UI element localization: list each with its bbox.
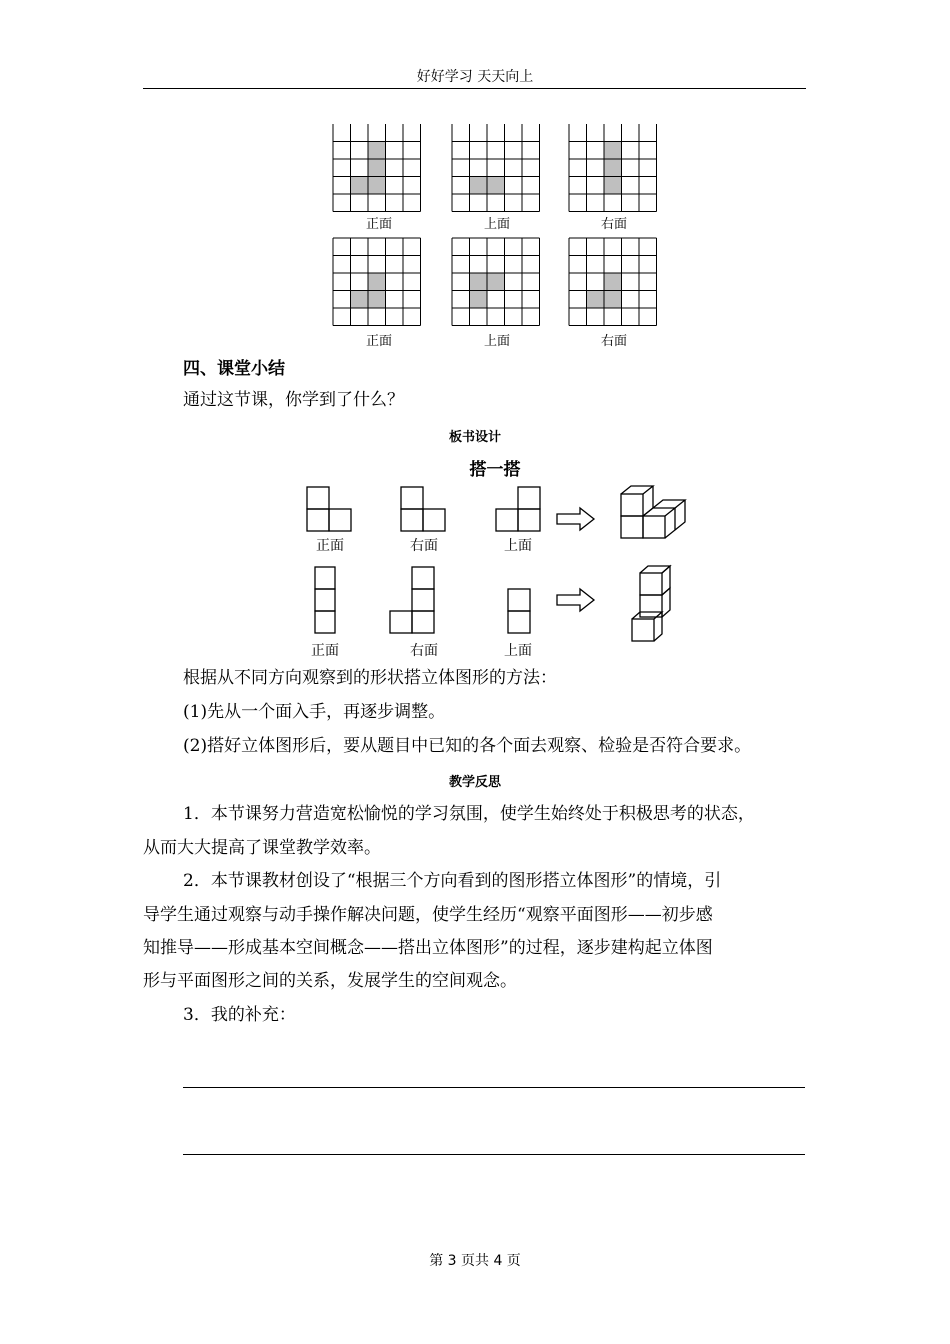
- grid-caption: 正面: [365, 334, 392, 349]
- grid-caption: 上面: [483, 334, 510, 349]
- page-number: 第 3 页共 4 页: [429, 1253, 521, 1269]
- grid-caption: 上面: [483, 217, 510, 232]
- board-caption: 正面: [311, 643, 339, 659]
- reflection-p2-line3: 知推导——形成基本空间概念——搭出立体图形”的过程，逐步建构起立体图: [143, 938, 713, 958]
- reflection-p2-line4: 形与平面图形之间的关系，发展学生的空间观念。: [143, 971, 517, 991]
- board-caption: 右面: [410, 643, 438, 659]
- grid-caption: 右面: [600, 334, 627, 349]
- grid-caption: 正面: [365, 217, 392, 232]
- method-step-2: (2)搭好立体图形后，要从题目中已知的各个面去观察、检验是否符合要求。: [183, 736, 752, 756]
- board-caption: 上面: [504, 538, 532, 554]
- reflection-p3: 3．我的补充：: [183, 1005, 296, 1025]
- answer-line: [183, 1087, 805, 1088]
- summary-heading: 四、课堂小结: [183, 359, 285, 379]
- board-caption: 右面: [410, 538, 438, 554]
- reflection-p2-line1: 2．本节课教材创设了“根据三个方向看到的图形搭立体图形”的情境，引: [183, 871, 722, 891]
- reflection-p1-line1: 1．本节课努力营造宽松愉悦的学习氛围，使学生始终处于积极思考的状态，: [183, 804, 755, 824]
- answer-line: [183, 1154, 805, 1155]
- grid-caption: 右面: [600, 217, 627, 232]
- summary-question: 通过这节课，你学到了什么？: [183, 390, 404, 410]
- reflection-title: 教学反思: [448, 775, 501, 790]
- board-design-subtitle: 搭一搭: [469, 460, 521, 480]
- page-header-title: 好好学习 天天向上: [416, 69, 534, 85]
- method-step-1: (1)先从一个面入手，再逐步调整。: [183, 702, 446, 722]
- board-design-title: 板书设计: [448, 430, 501, 445]
- reflection-p1-line2: 从而大大提高了课堂教学效率。: [143, 838, 381, 858]
- board-caption: 正面: [316, 538, 344, 554]
- reflection-p2-line2: 导学生通过观察与动手操作解决问题，使学生经历“观察平面图形——初步感: [143, 905, 713, 925]
- board-caption: 上面: [504, 643, 532, 659]
- method-intro: 根据从不同方向观察到的形状搭立体图形的方法：: [183, 668, 557, 688]
